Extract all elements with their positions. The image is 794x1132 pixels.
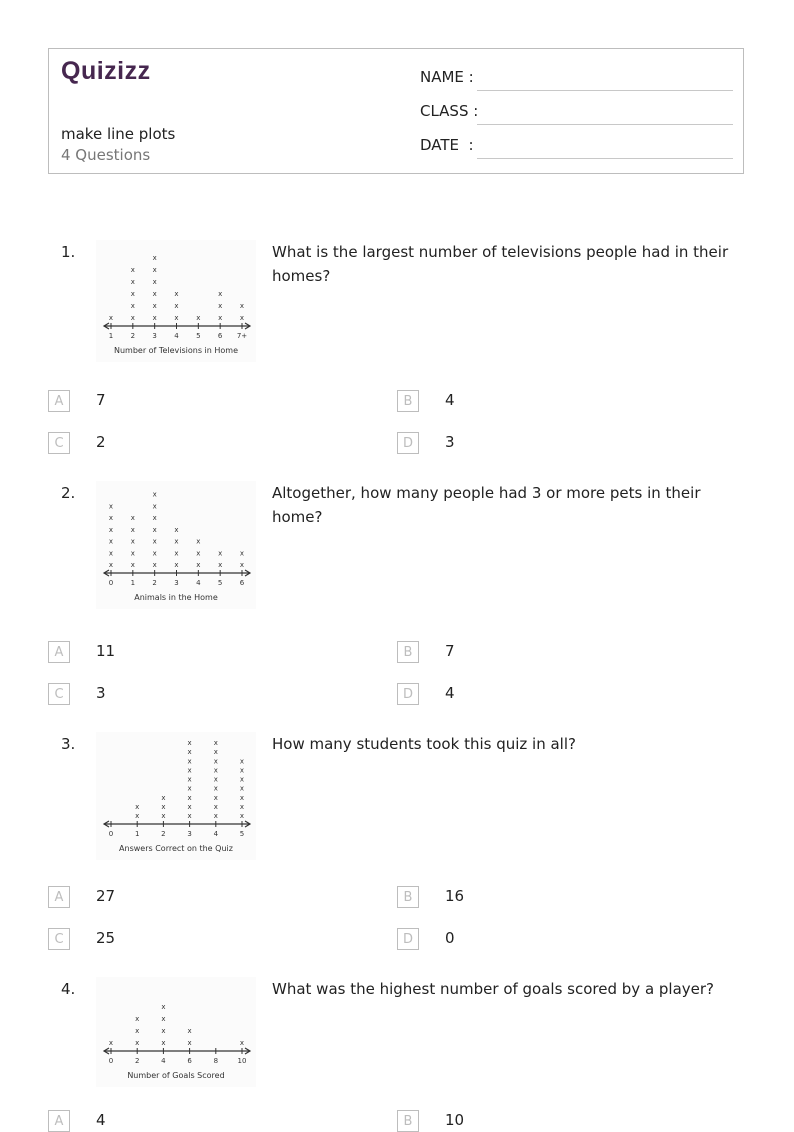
plot-x-mark: x [130, 525, 135, 534]
plot-x-mark: x [213, 748, 218, 757]
plot-x-mark: x [130, 537, 135, 546]
question-number: 4. [61, 980, 76, 998]
plot-x-mark: x [174, 561, 179, 569]
line-plot-figure [96, 977, 256, 1087]
option-letter: B [397, 1110, 419, 1132]
tick-label: 2 [152, 579, 157, 587]
plot-x-mark: x [218, 302, 223, 310]
plot-axis-label: Answers Correct on the Quiz [119, 844, 233, 853]
plot-x-mark: x [152, 302, 157, 310]
plot-x-mark: x [174, 314, 179, 322]
plot-x-mark: x [213, 739, 218, 748]
plot-x-mark: x [152, 561, 157, 569]
plot-x-mark: x [130, 514, 135, 523]
line-plot-televisions [96, 240, 256, 362]
plot-x-mark: x [152, 254, 157, 262]
option-letter: D [397, 432, 419, 454]
plot-x-mark: x [152, 549, 157, 558]
tick-label: 10 [237, 1057, 247, 1065]
plot-x-mark: x [196, 537, 201, 546]
plot-x-mark: x [108, 314, 114, 322]
plot-axis-label: Animals in the Home [134, 593, 218, 602]
plot-x-mark: x [161, 1015, 166, 1023]
plot-x-mark: x [174, 549, 179, 558]
plot-x-mark: x [108, 502, 114, 511]
plot-x-mark: x [218, 549, 223, 558]
plot-x-mark: x [187, 739, 192, 748]
plot-x-mark: x [239, 812, 245, 820]
plot-x-mark: x [152, 266, 157, 274]
plot-x-mark: x [135, 1039, 140, 1047]
worksheet-header [48, 48, 744, 174]
plot-x-mark: x [239, 757, 245, 766]
plot-x-mark: x [187, 812, 192, 820]
plot-x-mark: x [130, 314, 135, 322]
plot-x-mark: x [187, 766, 192, 775]
plot-x-mark: x [152, 514, 157, 523]
tick-label: 5 [196, 332, 201, 340]
plot-x-mark: x [187, 793, 192, 802]
worksheet-title: make line plots [61, 125, 176, 143]
plot-x-mark: x [108, 525, 114, 534]
option-letter: C [48, 432, 70, 454]
plot-x-mark: x [213, 802, 218, 811]
plot-x-mark: x [213, 812, 218, 820]
plot-x-mark: x [218, 314, 223, 322]
plot-x-mark: x [213, 775, 218, 784]
question-number: 1. [61, 243, 76, 261]
question-number: 2. [61, 484, 76, 502]
option-text: 11 [96, 642, 116, 660]
plot-axis-label: Number of Televisions in Home [113, 346, 239, 355]
plot-x-mark: x [239, 302, 245, 310]
tick-label: 6 [217, 332, 223, 340]
plot-x-mark: x [161, 1039, 166, 1047]
tick-label: 4 [174, 332, 179, 340]
tick-label: 2 [134, 1057, 140, 1065]
tick-label: 7+ [236, 332, 248, 340]
plot-x-mark: x [187, 802, 192, 811]
option-text: 3 [445, 433, 455, 451]
option-letter: C [48, 683, 70, 705]
plot-x-mark: x [130, 278, 135, 286]
tick-label: 5 [239, 830, 245, 838]
tick-label: 3 [187, 830, 192, 838]
plot-x-mark: x [108, 537, 114, 546]
question-count: 4 Questions [61, 146, 151, 164]
plot-x-mark: x [187, 784, 192, 793]
plot-x-mark: x [108, 514, 114, 523]
question-text: How many students took this quiz in all? [272, 735, 576, 753]
question-text: What was the highest number of goals scored by a player? [272, 980, 715, 998]
class-field [420, 102, 478, 120]
tick-label: 0 [108, 1057, 114, 1065]
plot-x-mark: x [161, 812, 166, 820]
class-label: CLASS : [420, 102, 479, 120]
option-text: 2 [96, 433, 106, 451]
option-letter: B [397, 641, 419, 663]
tick-label: 2 [161, 830, 166, 838]
name-field [420, 68, 474, 86]
option-text: 4 [445, 391, 455, 409]
option-letter: D [397, 683, 419, 705]
tick-label: 5 [217, 579, 223, 587]
option-text: 4 [445, 684, 455, 702]
plot-x-mark: x [187, 1039, 192, 1047]
tick-label: 1 [108, 332, 114, 340]
option-text: 7 [96, 391, 106, 409]
date-line[interactable] [477, 157, 733, 159]
plot-x-mark: x [239, 793, 245, 802]
option-text: 4 [96, 1111, 106, 1129]
option-text: 25 [96, 929, 116, 947]
plot-x-mark: x [152, 537, 157, 546]
tick-label: 1 [130, 579, 136, 587]
plot-x-mark: x [152, 290, 157, 298]
option-letter: A [48, 390, 70, 412]
plot-x-mark: x [152, 490, 157, 499]
plot-x-mark: x [161, 802, 166, 811]
plot-x-mark: x [152, 314, 157, 322]
plot-x-mark: x [130, 266, 135, 274]
option-letter: A [48, 886, 70, 908]
plot-x-mark: x [239, 775, 245, 784]
line-plot-quiz-answers [96, 732, 256, 860]
plot-x-mark: x [174, 537, 179, 546]
plot-x-mark: x [239, 549, 245, 558]
date-label: DATE : [420, 136, 474, 154]
tick-label: 2 [130, 332, 136, 340]
plot-x-mark: x [239, 766, 245, 775]
plot-x-mark: x [161, 1003, 166, 1011]
option-letter: B [397, 390, 419, 412]
option-letter: A [48, 641, 70, 663]
tick-label: 3 [174, 579, 179, 587]
question-text: What is the largest number of televisions people had in their homes? [272, 243, 729, 285]
plot-x-mark: x [213, 757, 218, 766]
quizizz-logo: Quizizz [61, 57, 151, 85]
option-text: 16 [445, 887, 465, 905]
plot-x-mark: x [174, 525, 179, 534]
name-line[interactable] [477, 89, 733, 91]
plot-x-mark: x [239, 802, 245, 811]
plot-x-mark: x [239, 314, 245, 322]
option-letter: C [48, 928, 70, 950]
option-text: 0 [445, 929, 455, 947]
tick-label: 0 [108, 830, 114, 838]
option-letter: B [397, 886, 419, 908]
plot-x-mark: x [239, 784, 245, 793]
plot-x-mark: x [130, 549, 135, 558]
question-text: Altogether, how many people had 3 or more pets in their home? [272, 484, 701, 526]
plot-x-mark: x [239, 1039, 245, 1047]
plot-x-mark: x [196, 314, 201, 322]
plot-x-mark: x [130, 302, 135, 310]
plot-x-mark: x [213, 766, 218, 775]
plot-x-mark: x [187, 757, 192, 766]
plot-x-mark: x [108, 561, 114, 569]
line-plot-goals [96, 977, 256, 1087]
tick-label: 1 [134, 830, 140, 838]
option-text: 10 [445, 1111, 465, 1129]
option-text: 7 [445, 642, 455, 660]
plot-x-mark: x [187, 748, 192, 757]
class-line[interactable] [477, 123, 733, 125]
plot-x-mark: x [213, 793, 218, 802]
plot-x-mark: x [135, 812, 140, 820]
plot-x-mark: x [161, 1027, 166, 1035]
plot-x-mark: x [152, 525, 157, 534]
date-field [420, 136, 474, 154]
plot-x-mark: x [218, 561, 223, 569]
plot-axis-label: Number of Goals Scored [127, 1071, 225, 1080]
plot-x-mark: x [152, 278, 157, 286]
question-number: 3. [61, 735, 76, 753]
line-plot-figure [96, 732, 256, 860]
line-plot-figure [96, 481, 256, 609]
plot-x-mark: x [152, 502, 157, 511]
tick-label: 0 [108, 579, 114, 587]
line-plot-figure [96, 240, 256, 362]
plot-x-mark: x [135, 1027, 140, 1035]
plot-x-mark: x [239, 561, 245, 569]
plot-x-mark: x [108, 1039, 114, 1047]
tick-label: 6 [187, 1057, 192, 1065]
plot-x-mark: x [196, 549, 201, 558]
option-letter: A [48, 1110, 70, 1132]
plot-x-mark: x [135, 1015, 140, 1023]
tick-label: 4 [196, 579, 201, 587]
tick-label: 6 [239, 579, 245, 587]
line-plot-animals [96, 481, 256, 609]
plot-x-mark: x [174, 290, 179, 298]
tick-label: 8 [213, 1057, 219, 1065]
plot-x-mark: x [135, 802, 140, 811]
plot-x-mark: x [130, 561, 135, 569]
plot-x-mark: x [196, 561, 201, 569]
plot-x-mark: x [174, 302, 179, 310]
plot-x-mark: x [130, 290, 135, 298]
plot-x-mark: x [161, 793, 166, 802]
plot-x-mark: x [187, 775, 192, 784]
name-label: NAME : [420, 68, 474, 86]
option-text: 3 [96, 684, 106, 702]
plot-x-mark: x [213, 784, 218, 793]
plot-x-mark: x [218, 290, 223, 298]
option-text: 27 [96, 887, 116, 905]
plot-x-mark: x [108, 549, 114, 558]
tick-label: 3 [152, 332, 157, 340]
tick-label: 4 [161, 1057, 166, 1065]
plot-x-mark: x [187, 1027, 192, 1035]
option-letter: D [397, 928, 419, 950]
tick-label: 4 [213, 830, 219, 838]
